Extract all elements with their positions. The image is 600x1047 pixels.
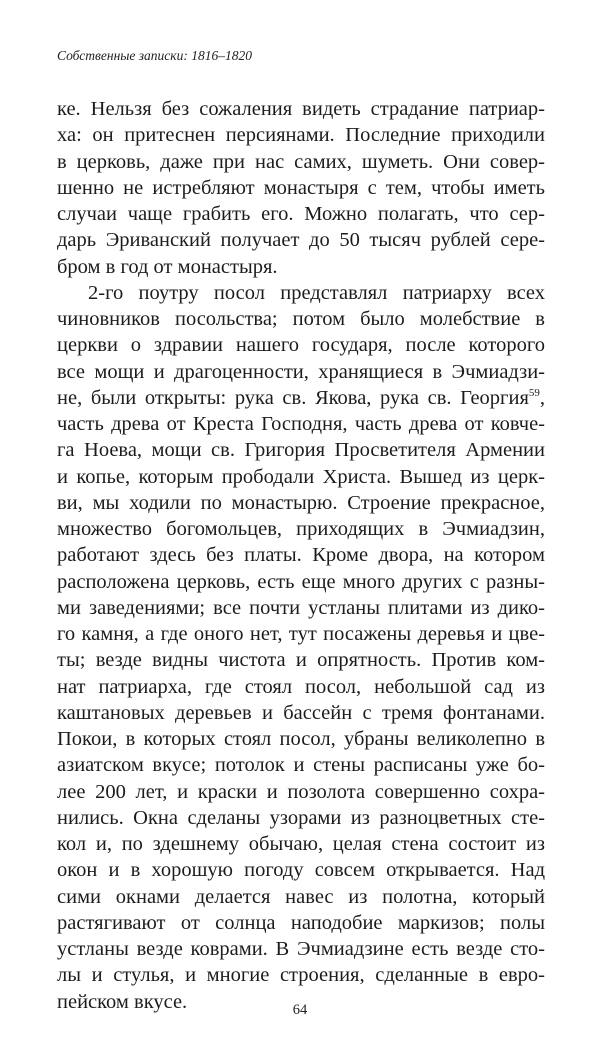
text-line: устланы везде коврами. В Эчмиадзине есть везде сто- bbox=[57, 938, 545, 960]
text-line: работают здесь без платы. Кроме двора, на котором bbox=[57, 544, 545, 567]
text-line: сими окнами делается навес из полотна, который bbox=[57, 885, 545, 908]
text-line: случаи чаще грабить его. Можно полагать, что сер- bbox=[57, 203, 545, 225]
text-line: лее 200 лет, и краски и позолота совершенно сохра- bbox=[57, 780, 545, 803]
text-line: ты; везде видны чистота и опрятность. Против ком- bbox=[57, 649, 545, 672]
text-line: не, были открыты: рука св. Якова, рука св. Георгия bbox=[57, 386, 529, 409]
page-number: 64 bbox=[292, 1002, 308, 1018]
text-line: растягивают от солнца наподобие маркизов; полы bbox=[57, 911, 545, 934]
text-line: дарь Эриванский получает до 50 тысяч рублей сере- bbox=[57, 229, 545, 252]
text-line: шенно не истребляют монастыря с тем, чтобы иметь bbox=[57, 176, 545, 199]
text-line-with-footnote bbox=[57, 385, 545, 411]
text-line: окон и в хорошую погоду совсем открывается. Над bbox=[57, 859, 545, 882]
text-line: и копье, которым прободали Христа. Вышед из церк- bbox=[57, 465, 545, 488]
text-line: расположена церковь, есть еще много других с разны- bbox=[57, 570, 545, 593]
text-line: каштановых деревьев и бассейн с тремя фонтанами. bbox=[57, 701, 545, 724]
text-line: часть древа от Креста Господня, часть древа от ковче- bbox=[57, 413, 545, 435]
text-line: кол и, по здешнему обычаю, целая стена состоит из bbox=[57, 833, 545, 855]
text-line: ха: он притеснен персиянами. Последние приходили bbox=[57, 124, 545, 147]
text-line: Покои, в которых стоял посол, убраны великолепно в bbox=[57, 728, 545, 750]
text-line: 2-го поутру посол представлял патриарху всех bbox=[88, 281, 545, 304]
text-line: га Ноева, мощи св. Григория Просветителя Армении bbox=[57, 439, 545, 462]
running-head: Собственные записки: 1816–1820 bbox=[57, 48, 252, 63]
text-line: ке. Нельзя без сожаления видеть страдание патриар- bbox=[57, 98, 545, 120]
text-line: бром в год от монастыря. bbox=[57, 255, 278, 278]
text-line: нат патриарха, где стоял посол, небольшой сад из bbox=[57, 675, 545, 698]
text-line: чиновников посольства; потом было молебствие в bbox=[57, 308, 545, 330]
text-line: пейском вкусе. bbox=[57, 990, 188, 1013]
text-line: лы и стулья, и многие строения, сделанные в евро- bbox=[57, 964, 545, 987]
body-text bbox=[57, 96, 545, 1015]
text-line: ви, мы ходили по монастырю. Строение прекрасное, bbox=[57, 491, 545, 514]
text-line: го камня, а где оного нет, тут посажены деревья и цве- bbox=[57, 623, 545, 645]
text-line: множество богомольцев, приходящих в Эчмиадзин, bbox=[57, 518, 545, 540]
text-line: церкви о здравии нашего государя, после которого bbox=[57, 334, 545, 357]
paragraph-1 bbox=[57, 96, 545, 280]
punctuation: , bbox=[539, 386, 545, 409]
paragraph-2 bbox=[57, 280, 545, 1015]
text-line: все мощи и драгоценности, хранящиеся в Эчмиадзи- bbox=[57, 360, 545, 383]
text-line: ми заведениями; все почти устланы плитами из дико- bbox=[57, 596, 545, 619]
text-line: в церковь, даже при нас самих, шуметь. Они совер- bbox=[57, 150, 545, 173]
footnote-reference[interactable]: 59 bbox=[528, 386, 540, 399]
text-line: нились. Окна сделаны узорами из разноцветных сте- bbox=[57, 806, 545, 829]
text-line: азиатском вкусе; потолок и стены расписаны уже бо- bbox=[57, 754, 545, 777]
